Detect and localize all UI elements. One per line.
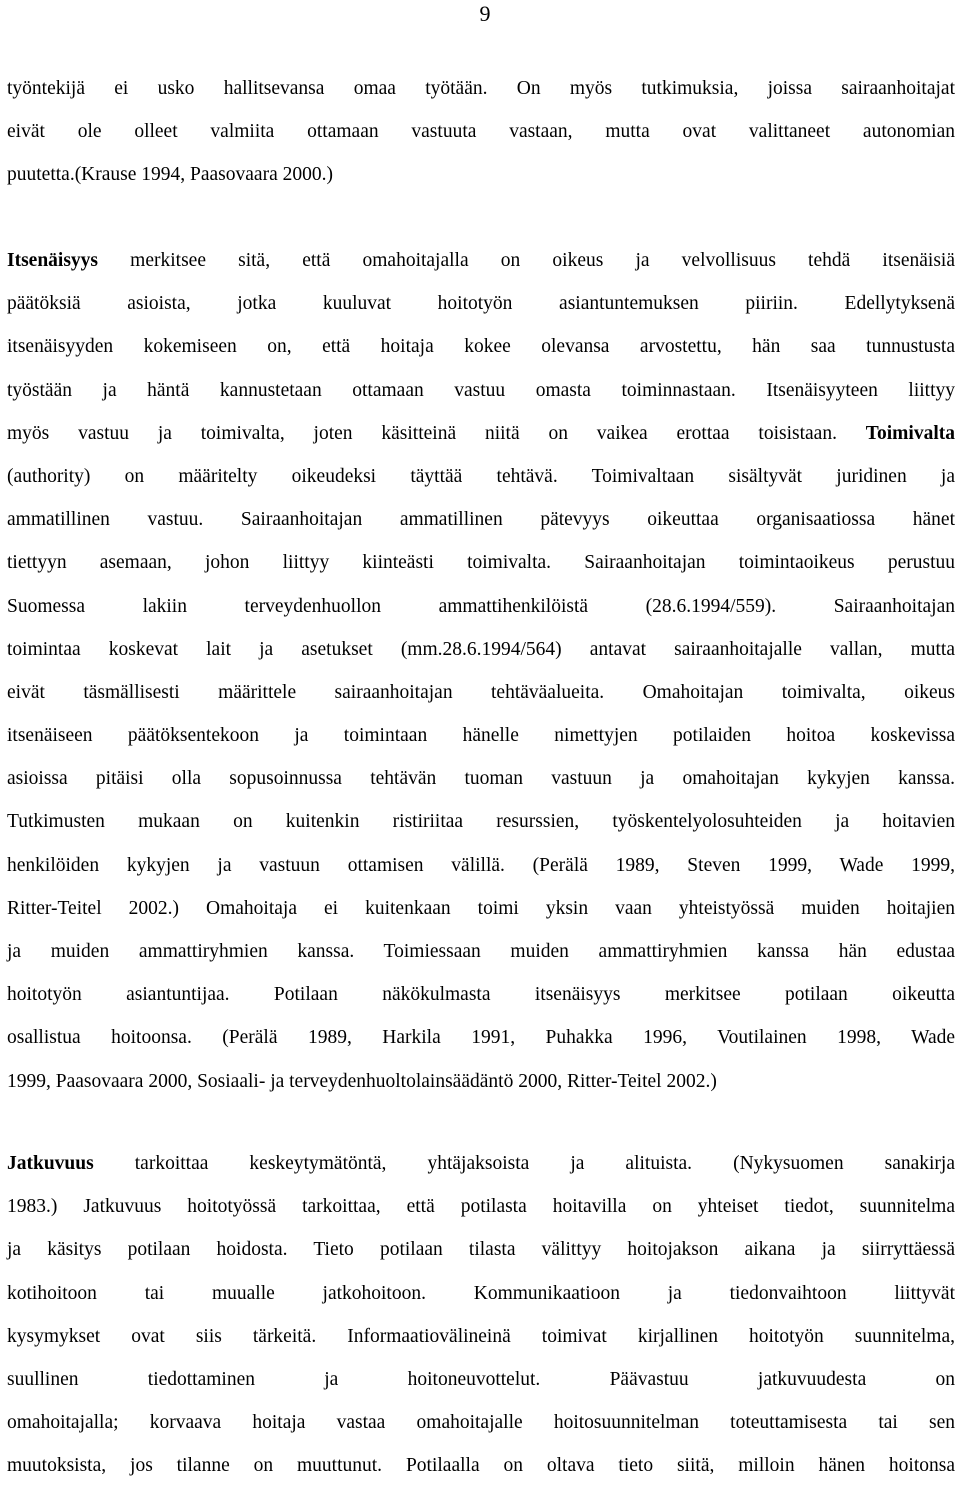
text-line xyxy=(7,1315,955,1358)
text-segment: Ritter-Teitel 2002.) Omahoitaja ei kuitenkaan toimi yksin vaan yhteistyössä muiden hoitajien xyxy=(7,897,955,919)
text-segment: päätöksiä asioista, jotka kuuluvat hoitotyön asiantuntemuksen piiriin. Edellytyksenä xyxy=(7,293,955,315)
text-segment: myös vastuu ja toimivalta, joten käsitteinä niitä on vaikea erottaa toisistaan. xyxy=(7,422,866,444)
text-segment: asioissa pitäisi olla sopusoinnussa tehtävän tuoman vastuun ja omahoitajan kykyjen kanssa. xyxy=(7,768,955,790)
bold-term: Itsenäisyys xyxy=(7,250,99,271)
text-line xyxy=(7,1401,955,1444)
text-segment: 1983.) Jatkuvuus hoitotyössä tarkoittaa, että potilasta hoitavilla on yhteiset tiedot, suunnitelma xyxy=(7,1196,955,1218)
text-line xyxy=(7,887,955,930)
text-segment: kotihoitoon tai muualle jatkohoitoon. Kommunikaatioon ja tiedonvaihtoon liittyvät xyxy=(7,1282,955,1304)
text-line xyxy=(7,585,955,628)
text-segment: tiettyyn asemaan, johon liittyy kiinteästi toimivalta. Sairaanhoitajan toimintaoikeus perustuu xyxy=(7,552,955,574)
text-line xyxy=(7,973,955,1016)
text-line xyxy=(7,239,955,282)
text-line xyxy=(7,1228,955,1271)
text-segment: itsenäiseen päätöksentekoon ja toimintaan hänelle nimettyjen potilaiden hoitoa koskevissa xyxy=(7,725,955,747)
bold-term: Toimivalta xyxy=(865,422,955,444)
text-segment: suullinen tiedottaminen ja hoitoneuvottelut. Päävastuu jatkuvuudesta on xyxy=(7,1368,955,1390)
text-segment: puutetta.(Krause 1994, Paasovaara 2000.) xyxy=(7,164,333,186)
text-line xyxy=(7,1444,955,1487)
text-segment: muutoksista, jos tilanne on muuttunut. Potilaalla on oltava tieto siitä, milloin hänen hoitonsa xyxy=(7,1455,955,1477)
text-line xyxy=(7,800,955,843)
text-segment: osallistua hoitoonsa. (Perälä 1989, Harkila 1991, Puhakka 1996, Voutilainen 1998, Wade xyxy=(7,1027,955,1049)
text-segment: ja muiden ammattiryhmien kanssa. Toimiessaan muiden ammattiryhmien kanssa hän edustaa xyxy=(7,941,955,962)
text-line xyxy=(7,541,955,584)
text-line xyxy=(7,671,955,714)
text-segment: ammatillinen vastuu. Sairaanhoitajan ammatillinen pätevyys oikeuttaa organisaatiossa hänet xyxy=(7,509,955,531)
text-segment: eivät täsmällisesti määrittele sairaanhoitajan tehtäväalueita. Omahoitajan toimivalta, oikeus xyxy=(7,681,955,703)
text-line xyxy=(7,930,955,973)
text-line xyxy=(7,369,955,412)
text-segment: Tutkimusten mukaan on kuitenkin ristiriitaa resurssien, työskentelyolosuhteiden ja hoitavien xyxy=(7,811,955,833)
text-segment: hoitotyön asiantuntijaa. Potilaan näkökulmasta itsenäisyys merkitsee potilaan oikeutta xyxy=(7,984,955,1006)
text-line xyxy=(7,455,955,498)
text-segment: työntekijä ei usko hallitsevansa omaa työtään. On myös tutkimuksia, joissa sairaanhoitajat xyxy=(7,78,955,99)
text-line xyxy=(7,1185,955,1228)
text-segment: ja käsitys potilaan hoidosta. Tieto potilaan tilasta välittyy hoitojakson aikana ja siirryttäessä xyxy=(7,1239,955,1261)
text-line xyxy=(7,844,955,887)
text-line xyxy=(7,1142,955,1185)
paragraph-autonomy-end xyxy=(7,67,955,197)
text-segment: merkitsee sitä, että omahoitajalla on oikeus ja velvollisuus tehdä itsenäisiä xyxy=(98,250,955,271)
text-line xyxy=(7,628,955,671)
text-line xyxy=(7,498,955,541)
text-line xyxy=(7,714,955,757)
page-number: 9 xyxy=(479,1,491,26)
text-line xyxy=(7,1016,955,1059)
text-line xyxy=(7,1060,955,1103)
text-segment: omahoitajalla; korvaava hoitaja vastaa omahoitajalle hoitosuunnitelman toteuttamisesta tai sen xyxy=(7,1412,955,1434)
paragraph-itsenaisyys xyxy=(7,239,955,1103)
bold-term: Jatkuvuus xyxy=(7,1153,94,1174)
text-segment: itsenäisyyden kokemiseen on, että hoitaja kokee olevansa arvostettu, hän saa tunnustusta xyxy=(7,336,955,358)
text-line xyxy=(7,1272,955,1315)
text-segment: henkilöiden kykyjen ja vastuun ottamisen välillä. (Perälä 1989, Steven 1999, Wade 1999, xyxy=(7,854,955,876)
text-line xyxy=(7,1358,955,1401)
text-segment: eivät ole olleet valmiita ottamaan vastuuta vastaan, mutta ovat valittaneet autonomian xyxy=(7,121,955,143)
text-line xyxy=(7,412,955,455)
paragraph-jatkuvuus xyxy=(7,1142,955,1488)
text-segment: (authority) on määritelty oikeudeksi täyttää tehtävä. Toimivaltaan sisältyvät juridinen ja xyxy=(7,465,955,487)
text-line xyxy=(7,325,955,368)
text-line xyxy=(7,110,955,153)
text-line xyxy=(7,282,955,325)
text-segment: kysymykset ovat siis tärkeitä. Informaatiovälineinä toimivat kirjallinen hoitotyön suunnitelma, xyxy=(7,1325,955,1347)
text-line xyxy=(7,757,955,800)
text-line xyxy=(7,153,955,196)
text-segment: toimintaa koskevat lait ja asetukset (mm.28.6.1994/564) antavat sairaanhoitajalle vallan, mutta xyxy=(7,638,955,660)
text-segment: työstään ja häntä kannustetaan ottamaan vastuu omasta toiminnastaan. Itsenäisyyteen liittyy xyxy=(7,379,955,401)
text-segment: Suomessa lakiin terveydenhuollon ammattihenkilöistä (28.6.1994/559). Sairaanhoitajan xyxy=(7,595,955,617)
text-line xyxy=(7,67,955,110)
text-segment: tarkoittaa keskeytymätöntä, yhtäjaksoista ja alituista. (Nykysuomen sanakirja xyxy=(93,1153,955,1174)
text-segment: 1999, Paasovaara 2000, Sosiaali- ja terveydenhuoltolainsäädäntö 2000, Ritter-Teitel 2002.) xyxy=(7,1070,717,1092)
